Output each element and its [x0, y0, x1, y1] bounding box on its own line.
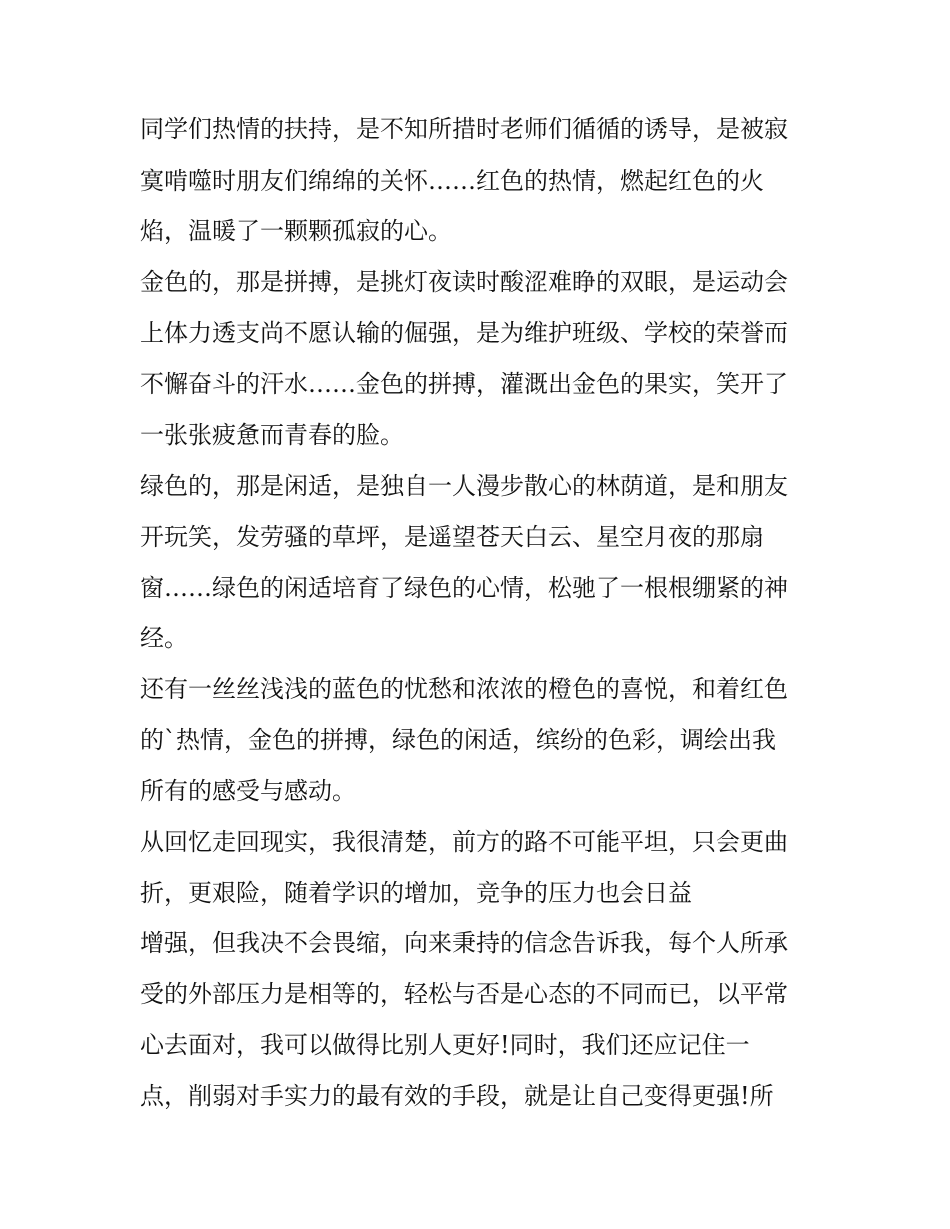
- text-line: 还有一丝丝浅浅的蓝色的忧愁和浓浓的橙色的喜悦，和着红色: [140, 675, 788, 703]
- text-line: 心去面对，我可以做得比别人更好!同时，我们还应记住一: [140, 1031, 750, 1059]
- text-line: 点，削弱对手实力的最有效的手段，就是让自己变得更强!所: [140, 1082, 774, 1110]
- text-line: 从回忆走回现实，我很清楚，前方的路不可能平坦，只会更曲: [140, 828, 788, 856]
- text-line: 窗……绿色的闲适培育了绿色的心情，松驰了一根根绷紧的神: [140, 574, 788, 602]
- text-line: 开玩笑，发劳骚的草坪，是遥望苍天白云、星空月夜的那扇: [140, 523, 764, 551]
- text-line: 受的外部压力是相等的，轻松与否是心态的不同而已，以平常: [140, 980, 788, 1008]
- text-line: 所有的感受与感动。: [140, 777, 356, 805]
- text-line: 寞啃噬时朋友们绵绵的关怀……红色的热情，燃起红色的火: [140, 167, 764, 195]
- text-line: 增强，但我决不会畏缩，向来秉持的信念告诉我，每个人所承: [140, 929, 788, 957]
- text-line: 焰，温暖了一颗颗孤寂的心。: [140, 217, 452, 245]
- text-line: 一张张疲惫而青春的脸。: [140, 421, 404, 449]
- text-line: 同学们热情的扶持，是不知所措时老师们循循的诱导，是被寂: [140, 115, 788, 143]
- text-line: 金色的，那是拼搏，是挑灯夜读时酸涩难睁的双眼，是运动会: [140, 268, 788, 296]
- text-line: 上体力透支尚不愿认输的倔强，是为维护班级、学校的荣誉而: [140, 319, 788, 347]
- text-line: 不懈奋斗的汗水……金色的拼搏，灌溉出金色的果实，笑开了: [140, 370, 788, 398]
- text-line: 绿色的，那是闲适，是独自一人漫步散心的林荫道，是和朋友: [140, 472, 788, 500]
- text-line: 经。: [140, 624, 188, 652]
- text-line: 的`热情，金色的拼搏，绿色的闲适，缤纷的色彩，调绘出我: [140, 726, 776, 754]
- text-line: 折，更艰险，随着学识的增加，竞争的压力也会日益: [140, 879, 692, 907]
